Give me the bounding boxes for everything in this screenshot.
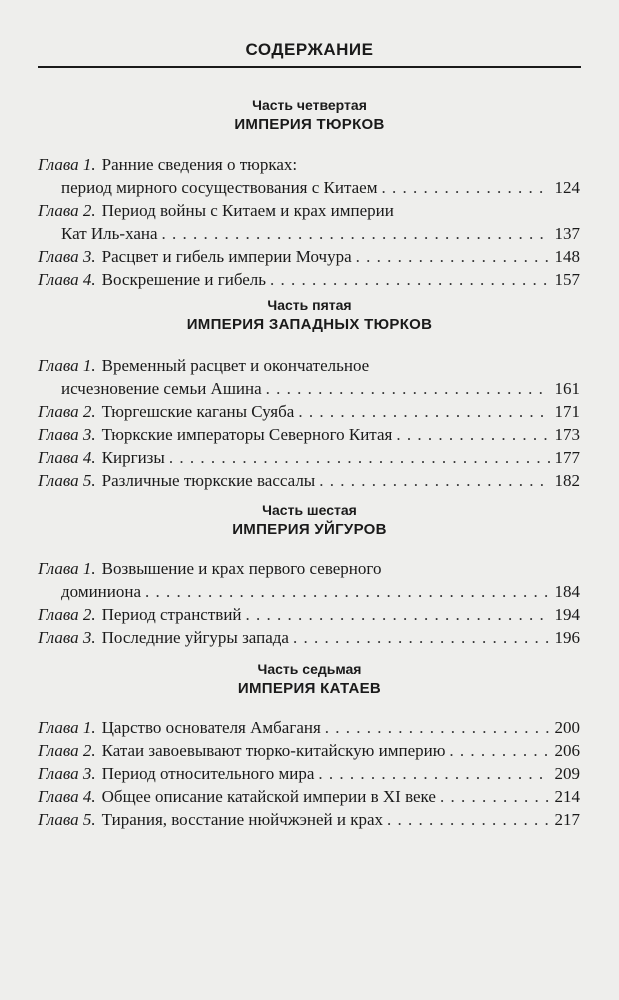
chapter-label: Глава 1. — [38, 718, 96, 737]
chapter-label: Глава 5. — [38, 810, 96, 829]
chapter-title: Катаи завоевывают тюрко-китайскую империю — [101, 741, 446, 760]
chapter-title: Период войны с Китаем и крах империи — [101, 201, 394, 220]
toc-entry — [38, 199, 580, 245]
leader-dots — [449, 739, 550, 762]
chapter-title: Временный расцвет и окончательное — [101, 356, 370, 375]
leader-dots — [387, 808, 550, 831]
chapter-title: Тирания, восстание нюйчжэней и крах — [101, 810, 384, 829]
part-heading-5 — [0, 296, 619, 336]
part-subtitle: Часть четвертая — [252, 97, 367, 113]
leader-dots — [396, 423, 550, 446]
toc-entry — [38, 354, 580, 400]
chapter-title-cont: исчезновение семьи Ашина — [61, 379, 262, 398]
toc-entry — [38, 423, 580, 446]
toc-entry — [38, 626, 580, 649]
toc-entry — [38, 716, 580, 739]
leader-dots — [169, 446, 550, 469]
leader-dots — [318, 762, 550, 785]
header-rule — [38, 66, 581, 68]
part-title: ИМПЕРИЯ УЙГУРОВ — [232, 521, 387, 538]
part-heading-4 — [0, 96, 619, 136]
chapter-title: Воскрешение и гибель — [101, 270, 267, 289]
part-heading-6 — [0, 501, 619, 541]
toc-entry — [38, 400, 580, 423]
toc-entry — [38, 762, 580, 785]
chapter-label: Глава 3. — [38, 425, 96, 444]
leader-dots — [319, 469, 550, 492]
chapter-label: Глава 1. — [38, 559, 96, 578]
page-number: 161 — [554, 379, 580, 398]
chapter-title-cont: период мирного сосуществования с Китаем — [61, 178, 378, 197]
page-title: СОДЕРЖАНИЕ — [245, 40, 374, 59]
chapter-label: Глава 1. — [38, 356, 96, 375]
toc-list-part-4 — [38, 153, 580, 291]
page-number: 209 — [554, 764, 580, 783]
toc-list-part-5 — [38, 354, 580, 492]
part-subtitle: Часть шестая — [262, 502, 357, 518]
leader-dots — [298, 400, 550, 423]
chapter-label: Глава 2. — [38, 605, 96, 624]
part-title: ИМПЕРИЯ ЗАПАДНЫХ ТЮРКОВ — [186, 316, 433, 333]
page-number: 171 — [554, 402, 580, 421]
page-number: 200 — [554, 718, 580, 737]
chapter-title-cont: Кат Иль-хана — [61, 224, 158, 243]
page-number: 182 — [554, 471, 580, 490]
leader-dots — [381, 176, 550, 199]
toc-entry — [38, 268, 580, 291]
page-number: 173 — [554, 425, 580, 444]
part-heading-7 — [0, 660, 619, 700]
chapter-label: Глава 4. — [38, 270, 96, 289]
page-number: 184 — [554, 582, 580, 601]
page-number: 157 — [554, 270, 580, 289]
page-number: 124 — [554, 178, 580, 197]
chapter-label: Глава 3. — [38, 764, 96, 783]
toc-list-part-6 — [38, 557, 580, 649]
chapter-title: Общее описание катайской империи в XI веке — [101, 787, 436, 806]
leader-dots — [440, 785, 550, 808]
chapter-title: Расцвет и гибель империи Мочура — [101, 247, 352, 266]
page-number: 214 — [554, 787, 580, 806]
leader-dots — [293, 626, 550, 649]
chapter-label: Глава 2. — [38, 741, 96, 760]
toc-entry — [38, 557, 580, 603]
toc-entry — [38, 469, 580, 492]
leader-dots — [162, 222, 550, 245]
chapter-label: Глава 5. — [38, 471, 96, 490]
chapter-label: Глава 2. — [38, 402, 96, 421]
page-number: 217 — [554, 810, 580, 829]
chapter-title: Период странствий — [101, 605, 242, 624]
toc-entry — [38, 446, 580, 469]
toc-entry — [38, 153, 580, 199]
chapter-title: Возвышение и крах первого северного — [101, 559, 382, 578]
leader-dots — [356, 245, 550, 268]
chapter-title: Тюргешские каганы Суяба — [101, 402, 295, 421]
toc-entry — [38, 785, 580, 808]
chapter-label: Глава 3. — [38, 247, 96, 266]
chapter-title: Ранние сведения о тюрках: — [101, 155, 298, 174]
chapter-title: Последние уйгуры запада — [101, 628, 289, 647]
page-number: 194 — [554, 605, 580, 624]
part-title: ИМПЕРИЯ КАТАЕВ — [237, 680, 382, 697]
part-title: ИМПЕРИЯ ТЮРКОВ — [234, 116, 385, 133]
chapter-label: Глава 2. — [38, 201, 96, 220]
chapter-title-cont: доминиона — [61, 582, 142, 601]
chapter-title: Киргизы — [101, 448, 165, 467]
chapter-title: Тюркские императоры Северного Китая — [101, 425, 393, 444]
chapter-label: Глава 4. — [38, 787, 96, 806]
toc-entry — [38, 245, 580, 268]
chapter-title: Различные тюркские вассалы — [101, 471, 316, 490]
chapter-title: Период относительного мира — [101, 764, 315, 783]
page-number: 206 — [554, 741, 580, 760]
toc-entry — [38, 808, 580, 831]
toc-entry — [38, 603, 580, 626]
chapter-label: Глава 3. — [38, 628, 96, 647]
chapter-title: Царство основателя Амбаганя — [101, 718, 321, 737]
chapter-label: Глава 1. — [38, 155, 96, 174]
page-number: 148 — [554, 247, 580, 266]
page-number: 137 — [554, 224, 580, 243]
page-number: 177 — [554, 448, 580, 467]
leader-dots — [266, 377, 550, 400]
toc-entry — [38, 739, 580, 762]
leader-dots — [270, 268, 550, 291]
leader-dots — [325, 716, 550, 739]
toc-list-part-7 — [38, 716, 580, 831]
part-subtitle: Часть пятая — [267, 297, 352, 313]
leader-dots — [246, 603, 550, 626]
page-number: 196 — [554, 628, 580, 647]
part-subtitle: Часть седьмая — [257, 661, 362, 677]
chapter-label: Глава 4. — [38, 448, 96, 467]
leader-dots — [145, 580, 550, 603]
